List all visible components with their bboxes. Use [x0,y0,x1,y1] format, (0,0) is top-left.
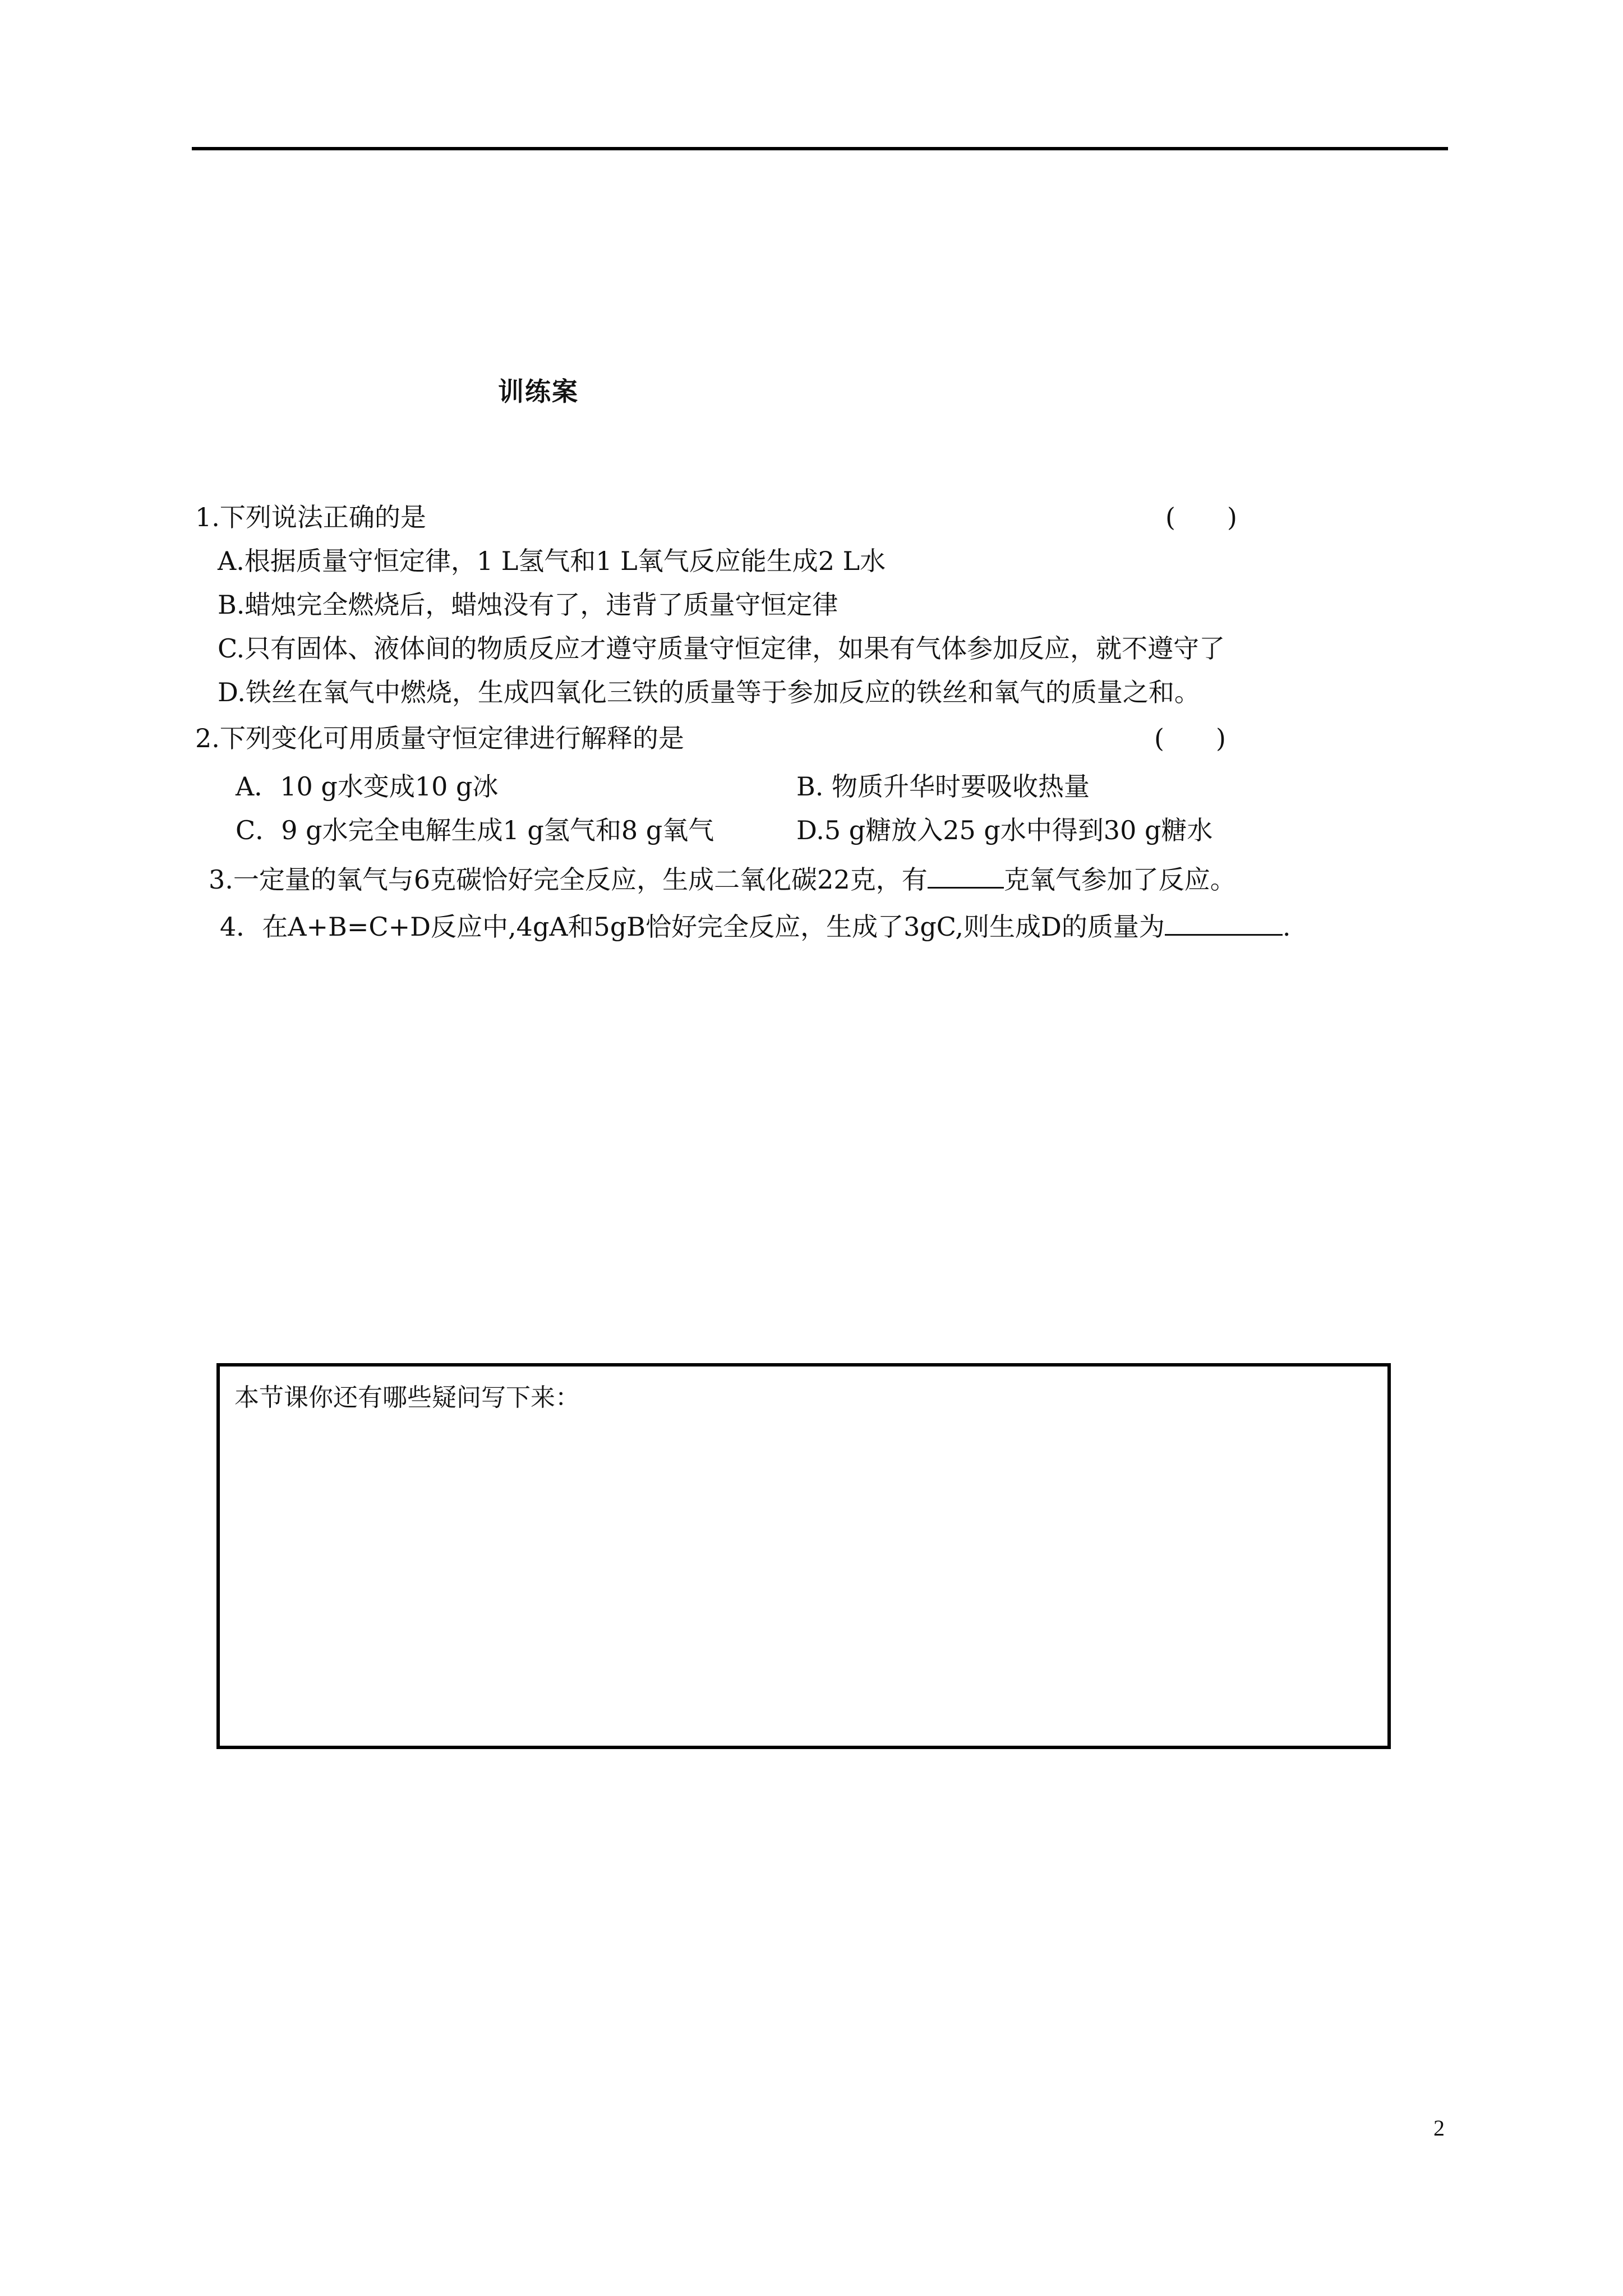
question-1-option-d: D.铁丝在氧气中燃烧，生成四氧化三铁的质量等于参加反应的铁丝和氧气的质量之和。 [218,677,1200,707]
question-3-answer-blank[interactable] [928,864,1004,889]
page-number: 2 [1433,2115,1445,2141]
question-3-text-after: 克氧气参加了反应。 [1003,864,1236,895]
question-1-stem: 1.下列说法正确的是 [195,502,426,532]
question-2-answer-paren: ( ) [1154,723,1226,753]
question-3 [209,863,1236,896]
question-1-answer-paren: ( ) [1165,502,1237,532]
question-1-option-b: B.蜡烛完全燃烧后，蜡烛没有了，违背了质量守恒定律 [218,590,838,620]
question-2-option-b: B. 物质升华时要吸收热量 [796,771,1090,802]
question-3-text-before: 3.一定量的氧气与6克碳恰好完全反应，生成二氧化碳22克，有 [209,864,928,895]
header-rule [192,147,1448,150]
question-2-option-a: A．10 g水变成10 g冰 [236,771,499,802]
question-1-option-a: A.根据质量守恒定律，1 L氢气和1 L氧气反应能生成2 L水 [218,546,886,576]
question-4-text-after: . [1282,912,1291,942]
notes-box[interactable] [216,1363,1391,1749]
question-2-stem: 2.下列变化可用质量守恒定律进行解释的是 [195,723,684,753]
question-4-answer-blank[interactable] [1165,912,1283,936]
question-1-option-c: C.只有固体、液体间的物质反应才遵守质量守恒定律，如果有气体参加反应，就不遵守了 [218,633,1225,664]
question-2-option-d: D.5 g糖放入25 g水中得到30 g糖水 [796,815,1213,845]
question-4-text-before: 4．在A+B=C+D反应中,4gA和5gB恰好完全反应，生成了3gC,则生成D的质量为 [220,912,1165,942]
section-title: 训练案 [498,376,579,407]
question-2-option-c: C．9 g水完全电解生成1 g氢气和8 g氧气 [236,815,714,845]
question-4 [220,910,1290,944]
notes-label: 本节课你还有哪些疑问写下来： [234,1383,580,1412]
